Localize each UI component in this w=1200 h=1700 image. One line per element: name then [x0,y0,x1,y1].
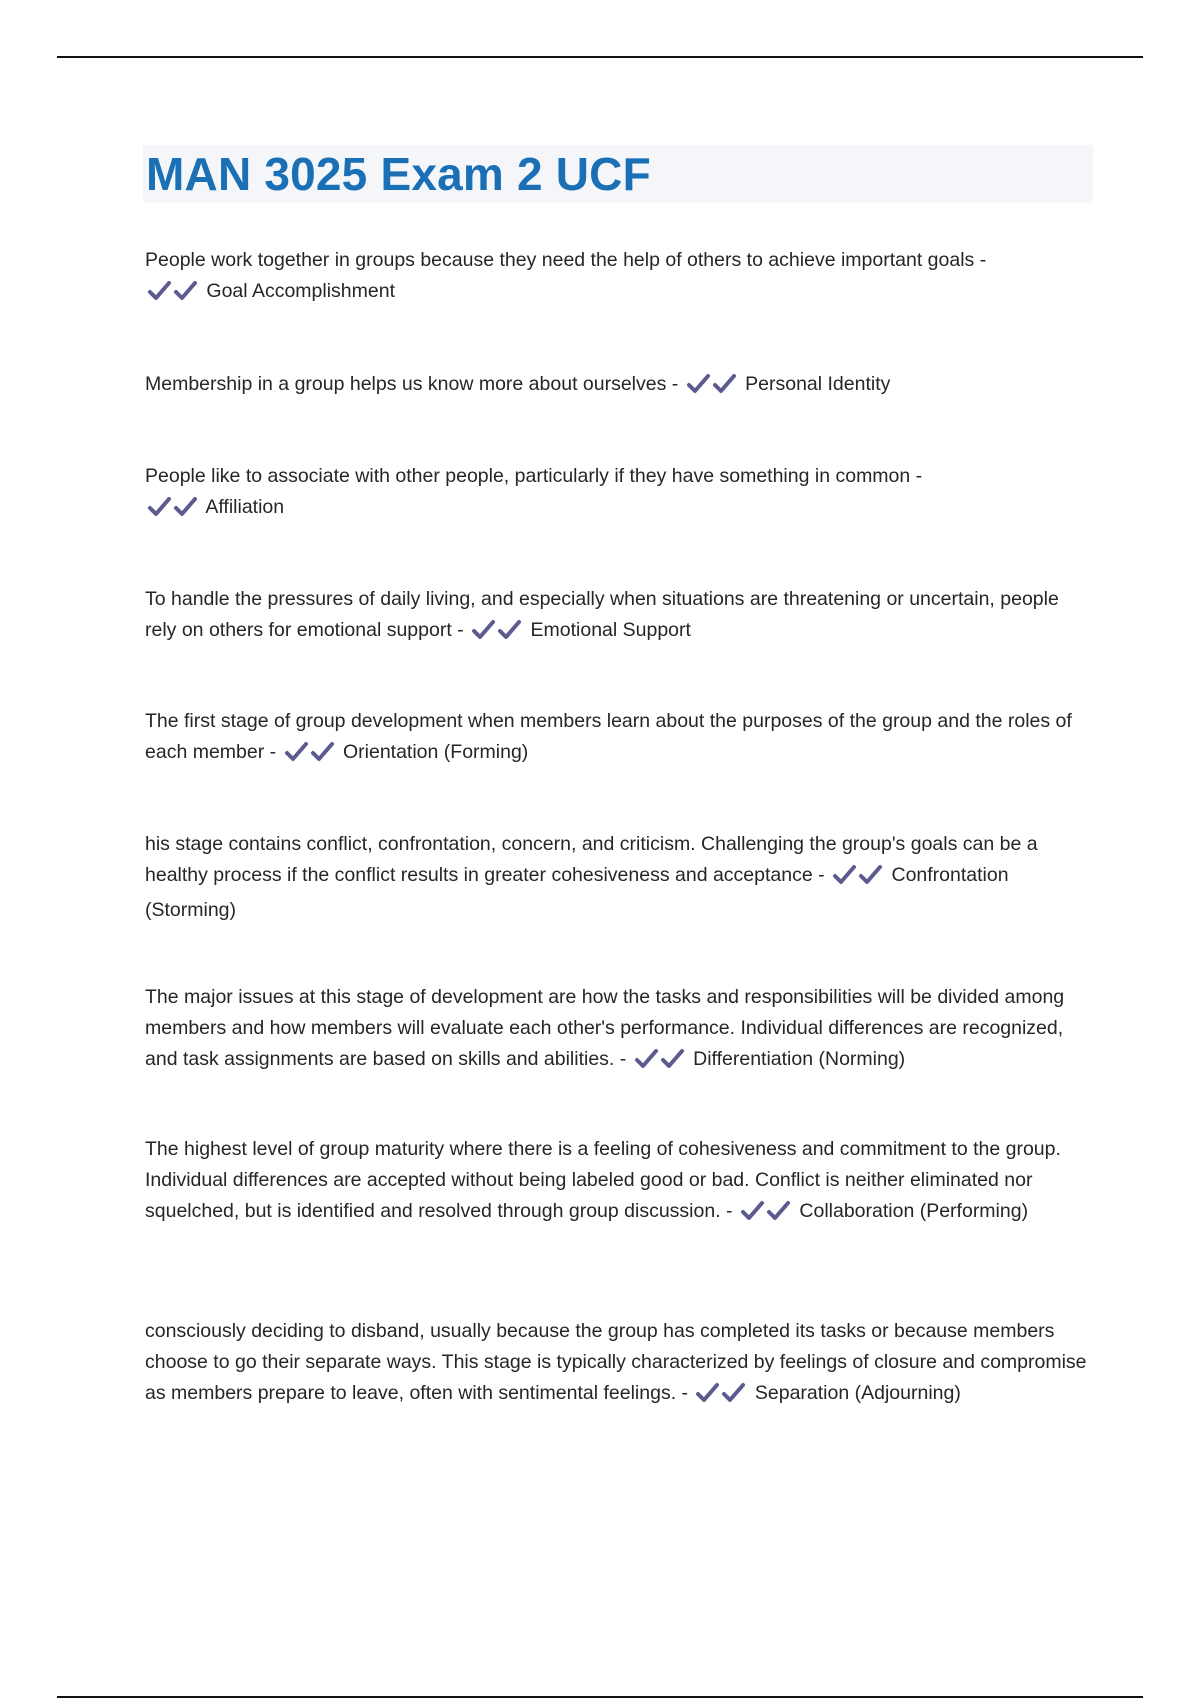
checkmark-icon [766,1200,792,1222]
checkmark-icon [284,741,310,763]
question-text: his stage contains conflict, confrontation, concern, and criticism. Challenging the group's goals can be a healthy process if the conflict results in greater cohesiveness and acceptance [145,833,1038,886]
checkmark-icon [832,864,858,886]
checkmark-icon [740,1200,766,1222]
checkmark-icon [310,741,336,763]
checkmark-icon [497,619,523,641]
question-text: The major issues at this stage of development are how the tasks and responsibilities will be divided among members and how members will evaluate each other's performance. Individual differences are recognized, and task assignments are based on skills and abilities. [145,986,1065,1070]
question-text: People like to associate with other people, particularly if they have something in common [145,465,911,487]
document-title: MAN 3025 Exam 2 UCF [146,148,651,200]
top-rule [57,56,1143,58]
double-check-mark [147,496,199,527]
answer-text: Affiliation [205,496,285,518]
double-check-mark [686,373,738,404]
answer-text: Collaboration (Performing) [799,1200,1029,1222]
qa-item [145,461,1090,527]
answer-text: Emotional Support [530,619,691,641]
qa-item [145,1316,1090,1413]
separator: - [671,373,679,395]
checkmark-icon [147,280,173,302]
answer-text: Differentiation (Norming) [693,1048,906,1070]
answer-text: Separation (Adjourning) [754,1382,961,1404]
separator: - [818,864,825,886]
double-check-mark [471,619,523,650]
checkmark-icon [721,1382,747,1404]
checkmark-icon [660,1048,686,1070]
question-text: Membership in a group helps us know more about ourselves [145,373,667,395]
checkmark-icon [471,619,497,641]
qa-item [145,369,1090,404]
bottom-rule [57,1696,1143,1698]
answer-text: Personal Identity [745,373,891,395]
double-check-mark [284,741,336,772]
qa-item [145,829,1090,926]
qa-item [145,1134,1090,1231]
separator: - [681,1382,689,1404]
separator: - [269,741,277,763]
double-check-mark [740,1200,792,1231]
checkmark-icon [712,373,738,395]
checkmark-icon [686,373,712,395]
double-check-mark [634,1048,686,1079]
qa-item [145,706,1090,772]
qa-item [145,245,1090,311]
question-text: To handle the pressures of daily living, and especially when situations are threatening or uncertain, people rely on others for emotional support [145,588,1059,641]
double-check-mark [832,864,884,895]
question-text: The highest level of group maturity where there is a feeling of cohesiveness and commitment to the group. Individual differences are accepted without being labeled good or bad. Conflict is neither eliminated nor squelched, but is identified and resolved through group discussion. [145,1138,1061,1222]
checkmark-icon [173,280,199,302]
checkmark-icon [147,496,173,518]
separator: - [726,1200,733,1222]
qa-item [145,584,1090,650]
question-text: The first stage of group development when members learn about the purposes of the group and the roles of each member [145,710,1072,763]
separator: - [979,249,987,271]
separator: - [457,619,464,641]
checkmark-icon [858,864,884,886]
answer-text: Orientation (Forming) [342,741,529,763]
answer-text: Confrontation (Storming) [145,864,1009,921]
checkmark-icon [695,1382,721,1404]
question-text: consciously deciding to disband, usually because the group has completed its tasks or because members choose to go their separate ways. This stage is typically characterized by feelings of closure and compromise as members prepare to leave, often with sentimental feelings. [145,1320,1087,1404]
answer-text: Goal Accomplishment [206,280,396,302]
question-text: People work together in groups because they need the help of others to achieve important goals [145,249,975,271]
checkmark-icon [173,496,199,518]
checkmark-icon [634,1048,660,1070]
double-check-mark [147,280,199,311]
double-check-mark [695,1382,747,1413]
separator: - [619,1048,627,1070]
qa-item [145,982,1090,1079]
separator: - [915,465,923,487]
